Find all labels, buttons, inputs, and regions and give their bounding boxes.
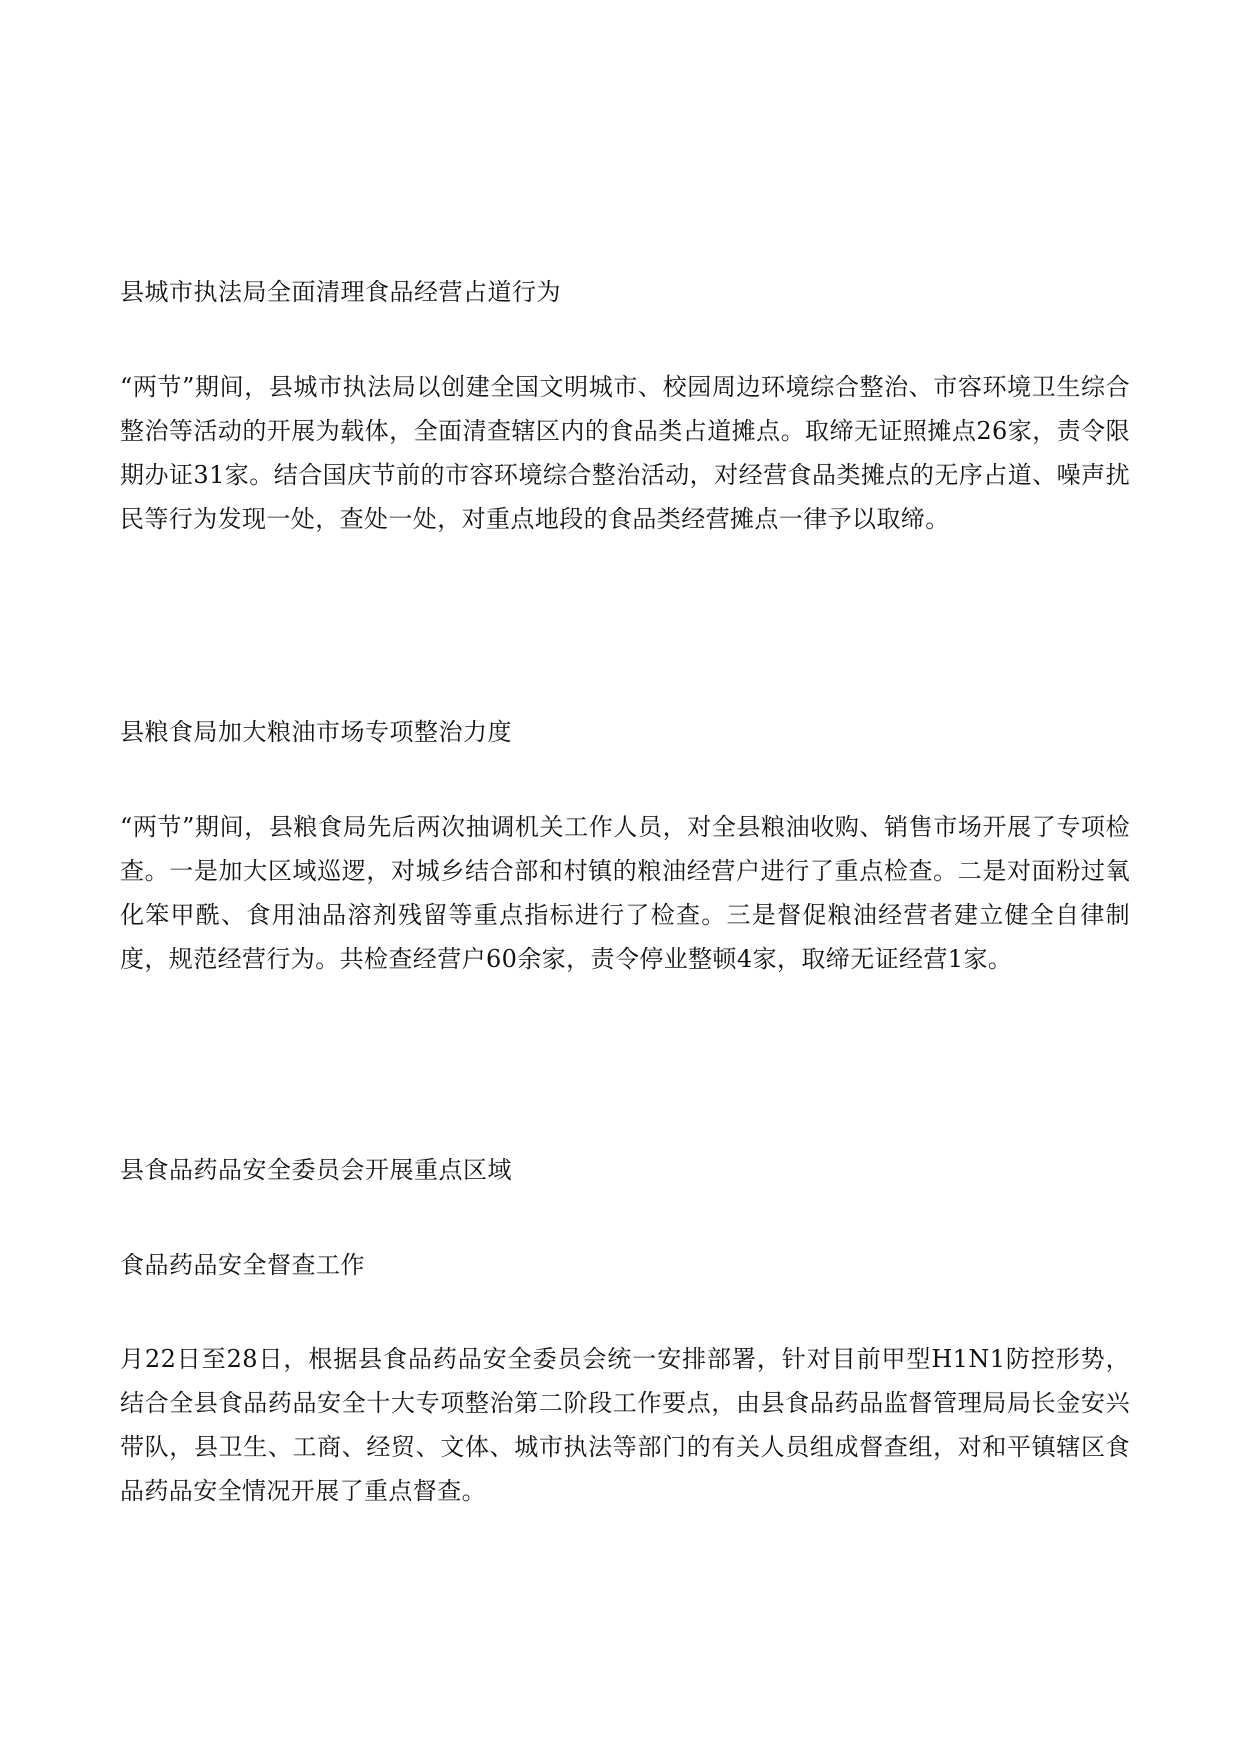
section-2-body: “两节”期间，县粮食局先后两次抽调机关工作人员，对全县粮油收购、销售市场开展了专项检查。一是加大区域巡逻，对城乡结合部和村镇的粮油经营户进行了重点检查。二是对面粉过氧化笨甲酰、食用油品溶剂残留等重点指标进行了检查。三是督促粮油经营者建立健全自律制度，规范经营行为。共检查经营户60余家，责令停业整顿4家，取缔无证经营1家。: [120, 813, 1130, 973]
section-1-heading: 县城市执法局全面清理食品经营占道行为: [120, 278, 561, 306]
section-3-heading: 县食品药品安全委员会开展重点区域: [120, 1156, 512, 1184]
section-2-heading: 县粮食局加大粮油市场专项整治力度: [120, 718, 512, 746]
section-3-body: 月22日至28日，根据县食品药品安全委员会统一安排部署，针对目前甲型H1N1防控形势，结合全县食品药品安全十大专项整治第二阶段工作要点，由县食品药品监督管理局局长金安兴带队，县卫生、工商、经贸、文体、城市执法等部门的有关人员组成督查组，对和平镇辖区食品药品安全情况开展了重点督查。: [120, 1345, 1130, 1505]
section-1-body: “两节”期间，县城市执法局以创建全国文明城市、校园周边环境综合整治、市容环境卫生综合整治等活动的开展为载体，全面清查辖区内的食品类占道摊点。取缔无证照摊点26家，责令限期办证31家。结合国庆节前的市容环境综合整治活动，对经营食品类摊点的无序占道、噪声扰民等行为发现一处，查处一处，对重点地段的食品类经营摊点一律予以取缔。: [120, 373, 1130, 533]
section-3-subheading: 食品药品安全督查工作: [120, 1251, 365, 1279]
